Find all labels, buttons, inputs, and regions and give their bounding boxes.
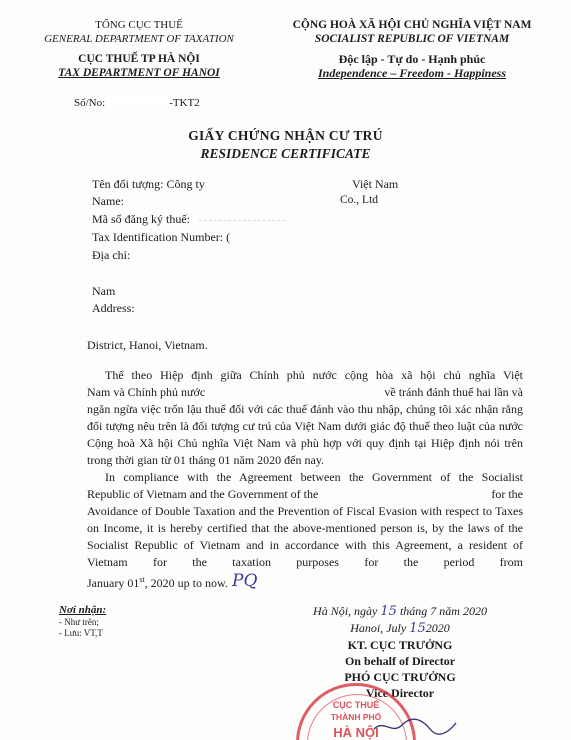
- reference-suffix: -TKT2: [169, 97, 200, 109]
- para-en-date-pre: January 01: [87, 576, 140, 590]
- signatory-role-vi: PHÓ CỤC TRƯỞNG: [344, 670, 456, 684]
- subject-name-vi-tail: Việt Nam: [352, 177, 399, 191]
- certification-paragraph-vi: [87, 367, 523, 469]
- redacted-tax-id: [199, 220, 285, 221]
- stamp-text-center: HÀ NỘI: [333, 725, 379, 740]
- address-vi-label: Địa chỉ:: [92, 248, 131, 262]
- para-en-line2: [87, 486, 523, 503]
- national-motto-en: Independence – Freedom - Happiness: [318, 66, 506, 80]
- para-en-date-sup: st: [139, 575, 145, 584]
- date-en-pre: Hanoi, July: [350, 621, 407, 635]
- tax-id-vi-label: Mã số đăng ký thuế:: [92, 212, 190, 226]
- para-vi-line2-end: về tránh đánh thuế hai lần và: [384, 385, 523, 399]
- para-vi-rest: ngăn ngừa việc trốn lậu thuế đối với các thuế đánh vào thu nhập, chúng tôi xác nhận rằng đối tượng nêu trên là đối tượng cư trú của Việt Nam dưới giác độ thuế theo luật của nước Cộng hoà Xã hội Chủ nghĩa Việt Nam và phù hợp với quy định tại Hiệp định nói trên trong thời gian từ 01 tháng 01 năm 2020 đến nay.: [87, 402, 523, 467]
- para-en-line1: In compliance with the Agreement between the Government of the Socialist: [105, 470, 523, 484]
- stamp-text-mid: THÀNH PHỐ: [330, 712, 382, 722]
- certification-paragraph-en: [87, 469, 523, 592]
- signature-block: [275, 603, 525, 701]
- signatory-role-en: Vice Director: [365, 686, 435, 700]
- issuer-agency-en: GENERAL DEPARTMENT OF TAXATION: [44, 33, 234, 45]
- issuer-department-en: TAX DEPARTMENT OF HANOI: [58, 67, 220, 79]
- date-en-post: 2020: [425, 621, 450, 635]
- tax-id-vi: [92, 212, 285, 227]
- date-vi-post: tháng 7 năm 2020: [399, 604, 487, 618]
- subject-name-en: Name:: [92, 194, 124, 208]
- signing-date-vi: [275, 603, 525, 620]
- recipients-title: Nơi nhận:: [59, 604, 107, 616]
- issuer-header: [14, 18, 264, 80]
- date-vi-day: 15: [380, 604, 397, 619]
- issuer-agency-vi: TỔNG CỤC THUẾ: [95, 19, 183, 31]
- national-header: [262, 18, 562, 80]
- signatory-for-en: On behalf of Director: [344, 654, 456, 668]
- signatory-for-vi: KT. CỤC TRƯỞNG: [347, 638, 453, 652]
- para-en-line2-end: for the: [491, 487, 523, 501]
- reference-label: Số/No:: [74, 97, 106, 109]
- document-title-en: RESIDENCE CERTIFICATE: [200, 146, 371, 161]
- reference-number: [74, 96, 200, 109]
- para-vi-line2: [87, 384, 523, 401]
- signing-date-en: [275, 620, 525, 637]
- tax-id-en: Tax Identification Number: (: [92, 230, 231, 244]
- para-en-body: Avoidance of Double Taxation and the Prevention of Fiscal Evasion with respect to Taxes on Income, it is hereby certified that the above-mentioned person is, by the laws of the Socialist Republic of Vietnam and in accordance with this Agreement, a resident of Vietnam for the taxation purposes for the period from: [87, 504, 523, 569]
- para-vi-line1: Thể theo Hiệp định giữa Chính phủ nước cộng hòa xã hội chủ nghĩa Việt: [105, 368, 523, 382]
- handwritten-initials: PQ: [232, 571, 258, 591]
- handwritten-signature: [370, 715, 460, 737]
- recipients-item-2: - Lưu: VT,T: [59, 628, 103, 638]
- para-en-date-post: , 2020 up to now.: [144, 576, 228, 590]
- date-vi-pre: Hà Nội, ngày: [313, 604, 378, 618]
- country-name-en: SOCIALIST REPUBLIC OF VIETNAM: [314, 33, 510, 45]
- date-en-day: 15: [409, 621, 426, 636]
- redacted-reference: [105, 96, 169, 106]
- address-line: District, Hanoi, Vietnam.: [87, 338, 208, 352]
- subject-name-vi: Tên đối tượng: Công ty: [92, 177, 205, 191]
- para-en-last-line: [87, 571, 523, 592]
- para-vi-line2-start: Nam và Chính phủ nước: [87, 385, 206, 399]
- national-motto-vi: Độc lập - Tự do - Hạnh phúc: [338, 52, 486, 66]
- subject-name-en-tail: Co., Ltd: [340, 194, 379, 206]
- recipients-item-1: - Như trên;: [59, 617, 99, 627]
- para-en-line2-start: Republic of Vietnam and the Government of the: [87, 487, 319, 501]
- country-name-vi: CỘNG HOÀ XÃ HỘI CHỦ NGHĨA VIỆT NAM: [292, 19, 532, 31]
- recipients-block: [59, 604, 106, 639]
- address-nam-fragment: Nam: [92, 284, 116, 298]
- address-en-label: Address:: [92, 301, 135, 315]
- document-title-vi: GIẤY CHỨNG NHẬN CƯ TRÚ: [188, 128, 383, 143]
- stamp-text-top: CỤC THUẾ: [332, 700, 380, 710]
- issuer-department-vi: CỤC THUẾ TP HÀ NỘI: [78, 53, 200, 65]
